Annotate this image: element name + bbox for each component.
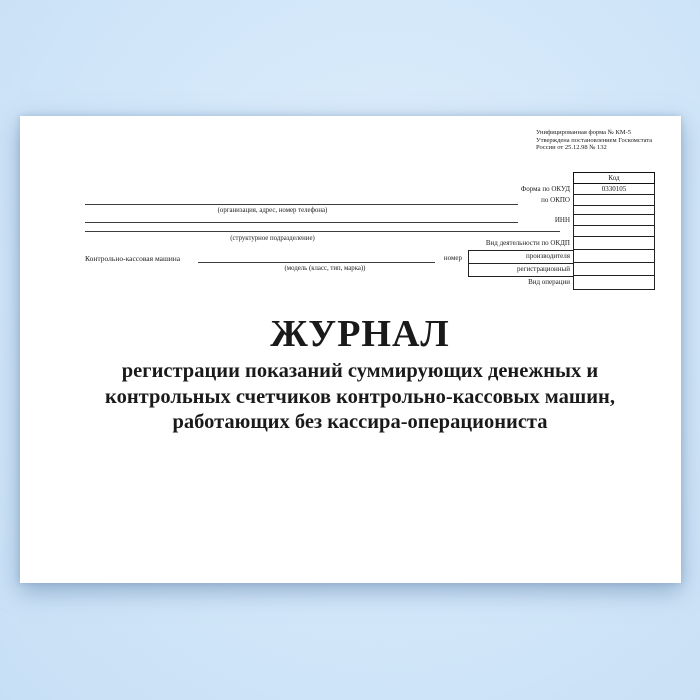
journal-title: ЖУРНАЛ [270,313,450,355]
number-bracket-top-line [468,250,574,251]
code-cell-inn [573,215,655,226]
organization-fill-line2 [85,222,518,223]
kkm-label: Контрольно-кассовая машина [85,254,181,263]
code-cell-operation-type [573,276,655,290]
number-bracket-middle-line [468,263,574,264]
code-table [573,172,655,290]
code-cell-registration-number [573,263,655,276]
approval-note-line2: Утверждена постановлением Госкомстата [536,136,653,144]
journal-subtitle-line2: контрольных счетчиков контрольно-кассовых машин, [105,385,615,408]
title-block [39,314,681,436]
journal-subtitle [39,359,681,436]
journal-subtitle-line1: регистрации показаний суммирующих денежных и [121,360,599,382]
kkm-model-caption: (модель (класс, тип, марка)) [284,265,366,272]
code-cell-okpo [573,195,655,206]
code-cell-blank2 [573,226,655,237]
label-okpo: по ОКПО [541,196,570,204]
code-cell-okdp [573,237,655,250]
organization-caption: (организация, адрес, номер телефона) [217,207,328,214]
label-number: номер [443,254,462,262]
number-bracket-bottom-line [468,276,574,277]
label-okud: Форма по ОКУД [520,185,570,193]
code-cell-blank1 [573,206,655,215]
label-operation-type: Вид операции [528,278,570,286]
label-registration: регистрационный [516,265,570,273]
form-sheet [20,116,681,583]
label-manufacturer: производителя [526,252,570,260]
organization-fill-line [85,204,518,205]
journal-subtitle-line3: работающих без кассира-операциониста [172,411,548,433]
division-fill-line [85,231,560,232]
approval-note-line3: России от 25.12.98 № 132 [536,144,607,152]
code-cell-okud: 0330105 [573,184,655,195]
kkm-model-fill-line [198,262,435,263]
label-inn: ИНН [554,216,570,224]
code-table-header: Код [573,172,655,184]
approval-note [536,129,671,152]
division-caption: (структурное подразделение) [230,235,315,242]
code-cell-manufacturer-number [573,250,655,263]
approval-note-line1: Унифицированная форма № КМ-5 [536,129,632,136]
label-okdp: Вид деятельности по ОКДП [485,239,570,247]
